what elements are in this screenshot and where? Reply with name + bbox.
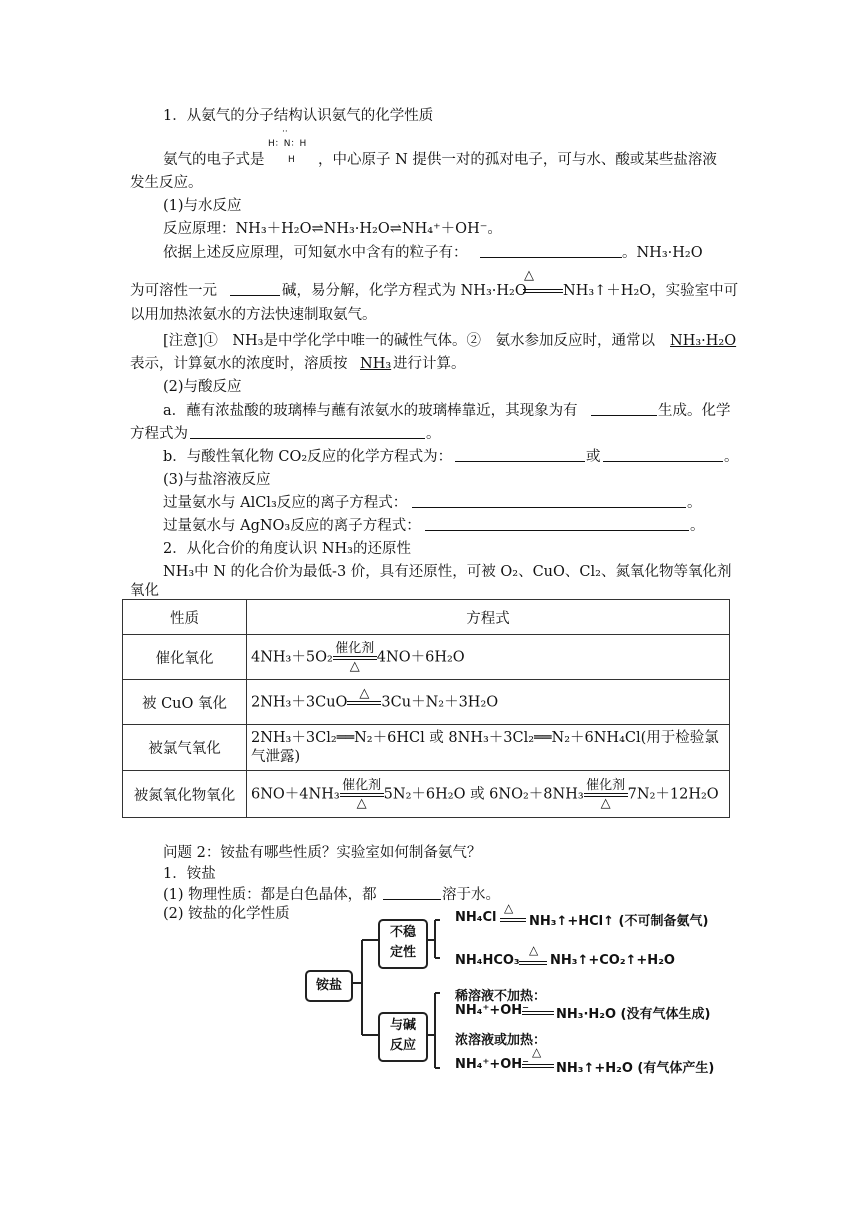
water-base-c: NH₃↑＋H₂O，实验室中可 — [563, 283, 739, 299]
water-heading: (1)与水反应 — [163, 198, 242, 214]
table-row — [123, 635, 730, 680]
equals-arrow — [523, 289, 563, 293]
q2-ammonium-salt: 1．铵盐 — [163, 866, 216, 882]
diagram-r5: 浓溶液或加热： — [455, 1033, 547, 1048]
acid-blank-4[interactable] — [603, 447, 723, 462]
acid-b2: 或 — [586, 449, 601, 465]
diagram-branch-base-reaction: 与碱 反应 — [378, 1012, 428, 1062]
salt-blank-1[interactable] — [412, 493, 686, 508]
table-cell-equation — [247, 635, 730, 680]
diagram-r4-arrow — [522, 1011, 554, 1015]
water-particles-text: 依据上述反应原理，可知氨水中含有的粒子有： — [163, 245, 468, 261]
section-2-p2: 氧化 — [130, 583, 159, 599]
eq-left: 2NH₃＋3CuO — [251, 694, 348, 710]
eq-right: 4NO＋6H₂O — [376, 649, 465, 665]
water-particles-blank[interactable] — [480, 243, 622, 258]
diagram-root-ammonium-salt: 铵盐 — [305, 970, 353, 1002]
section-2-p1: NH₃中 N 的化合价为最低-3 价，具有还原性，可被 O₂、CuO、Cl₂、氮氧化物等氧化剂 — [163, 564, 732, 580]
eq-left: 6NO＋4NH₃ — [251, 786, 340, 802]
diagram-r3: 稀溶液不加热： — [455, 989, 547, 1004]
diagram-r1-left: NH₄Cl — [455, 910, 497, 925]
water-particles-tail: 。NH₃·H₂O — [622, 245, 703, 261]
acid-b1: b．与酸性氧化物 CO₂反应的化学方程式为： — [163, 449, 453, 465]
diagram-r1-arrow — [500, 918, 526, 922]
diagram-r1-heat: △ — [504, 901, 514, 915]
note-c: 进行计算。 — [393, 356, 466, 372]
table-cell-property: 催化氧化 — [123, 635, 247, 680]
eq-left: 4NH₃＋5O₂ — [251, 649, 333, 665]
section-2-title: 2．从化合价的角度认识 NH₃的还原性 — [163, 541, 411, 557]
catalyst-heat-condition: 催化剂 △ — [333, 642, 377, 673]
q2-chemical: (2) 铵盐的化学性质 — [163, 906, 290, 922]
note-a: [注意]① NH₃是中学化学中唯一的碱性气体。② 氨水参加反应时，通常以 — [163, 333, 655, 349]
acid-a3: 方程式为 — [130, 426, 188, 442]
q2-physical-b: 溶于水。 — [442, 887, 500, 903]
table-cell-equation — [247, 680, 730, 725]
note-b: 表示，计算氨水的浓度时，溶质按 — [130, 356, 348, 372]
q2-physical-blank[interactable] — [383, 885, 441, 900]
electron-formula-line2: H — [288, 155, 295, 165]
acid-a2: 生成。化学 — [658, 403, 731, 419]
eq-right: 3Cu＋N₂＋3H₂O — [381, 694, 499, 710]
diagram-r4-right: NH₃·H₂O (没有气体生成) — [556, 1007, 711, 1022]
catalyst-heat-condition: 催化剂 △ — [584, 779, 628, 810]
electron-formula-line1: H：N：H — [268, 139, 307, 149]
salt-b: 过量氨水与 AgNO₃反应的离子方程式： — [163, 518, 421, 534]
heat-condition: △ — [347, 687, 381, 718]
salt-a-period: 。 — [687, 495, 702, 511]
acid-a1: a．蘸有浓盐酸的玻璃棒与蘸有浓氨水的玻璃棒靠近，其现象为有 — [163, 403, 578, 419]
table-row — [123, 725, 730, 771]
diagram-r6-arrow — [522, 1064, 554, 1068]
eq-middle: 5N₂＋6H₂O 或 6NO₂＋8NH₃ — [383, 786, 584, 802]
acid-heading: (2)与酸反应 — [163, 379, 242, 395]
q2-physical-a: (1) 物理性质：都是白色晶体，都 — [163, 887, 377, 903]
diagram-branch-instability: 不稳 定性 — [378, 919, 428, 969]
eq-right: 7N₂＋12H₂O — [627, 786, 719, 802]
acid-blank-1[interactable] — [591, 401, 657, 416]
diagram-r2-heat: △ — [529, 943, 539, 957]
paragraph-electron-c: 发生反应。 — [130, 175, 203, 191]
water-base-b: 碱，易分解，化学方程式为 NH₃·H₂O — [282, 283, 527, 299]
catalyst-heat-condition: 催化剂 △ — [340, 779, 384, 810]
question-2: 问题 2：铵盐有哪些性质？实验室如何制备氨气？ — [163, 845, 482, 861]
paragraph-electron-a: 氨气的电子式是 — [163, 152, 265, 168]
salt-blank-2[interactable] — [425, 516, 689, 531]
diagram-r6-right: NH₃↑+H₂O (有气体产生) — [556, 1061, 715, 1076]
oxidation-table — [122, 599, 730, 818]
water-principle: 反应原理：NH₃＋H₂O⇌NH₃·H₂O⇌NH₄⁺＋OH⁻。 — [163, 221, 502, 237]
acid-b3: 。 — [724, 449, 739, 465]
eq-line-1: 2NH₃＋3Cl₂══N₂＋6HCl 或 8NH₃＋3Cl₂══N₂＋6NH₄Cl(用于检验氯 — [251, 729, 719, 746]
table-row — [123, 680, 730, 725]
paragraph-electron-b: ，中心原子 N 提供一对的孤对电子，可与水、酸或某些盐溶液 — [318, 152, 717, 168]
diagram-r2-right: NH₃↑+CO₂↑+H₂O — [550, 953, 675, 968]
water-base-d: 以用加热浓氨水的方法快速制取氨气。 — [130, 307, 377, 323]
water-base-blank[interactable] — [230, 281, 280, 296]
diagram-r6-left: NH₄⁺+OH⁻ — [455, 1057, 530, 1072]
diagram-r4-left: NH₄⁺+OH⁻ — [455, 1003, 530, 1018]
note-underline-2: NH₃ — [360, 356, 392, 372]
salt-b-period: 。 — [690, 518, 705, 534]
heat-symbol: △ — [524, 268, 534, 283]
acid-blank-2[interactable] — [190, 424, 425, 439]
acid-a4: 。 — [426, 426, 441, 442]
diagram-r1-right: NH₃↑+HCl↑ (不可制备氨气) — [529, 914, 709, 929]
electron-dots: ·· — [282, 127, 288, 137]
section-1-title: 1．从氨气的分子结构认识氨气的化学性质 — [163, 108, 434, 124]
table-cell-equation — [247, 771, 730, 818]
acid-blank-3[interactable] — [455, 447, 585, 462]
table-header-property: 性质 — [123, 600, 247, 635]
table-cell-property: 被氮氧化物氧化 — [123, 771, 247, 818]
water-base-a: 为可溶性一元 — [130, 283, 217, 299]
note-underline-1: NH₃·H₂O — [670, 333, 737, 349]
salt-a: 过量氨水与 AlCl₃反应的离子方程式： — [163, 495, 408, 511]
table-cell-property: 被氯气氧化 — [123, 725, 247, 771]
eq-line-2: 气泄露) — [251, 748, 301, 765]
salt-heading: (3)与盐溶液反应 — [163, 472, 271, 488]
table-cell-property: 被 CuO 氧化 — [123, 680, 247, 725]
diagram-r2-arrow — [519, 961, 547, 965]
diagram-r2-left: NH₄HCO₃ — [455, 953, 520, 968]
diagram-r6-heat: △ — [532, 1045, 542, 1059]
table-cell-equation — [247, 725, 730, 771]
table-row — [123, 771, 730, 818]
table-header-equation: 方程式 — [247, 600, 730, 635]
